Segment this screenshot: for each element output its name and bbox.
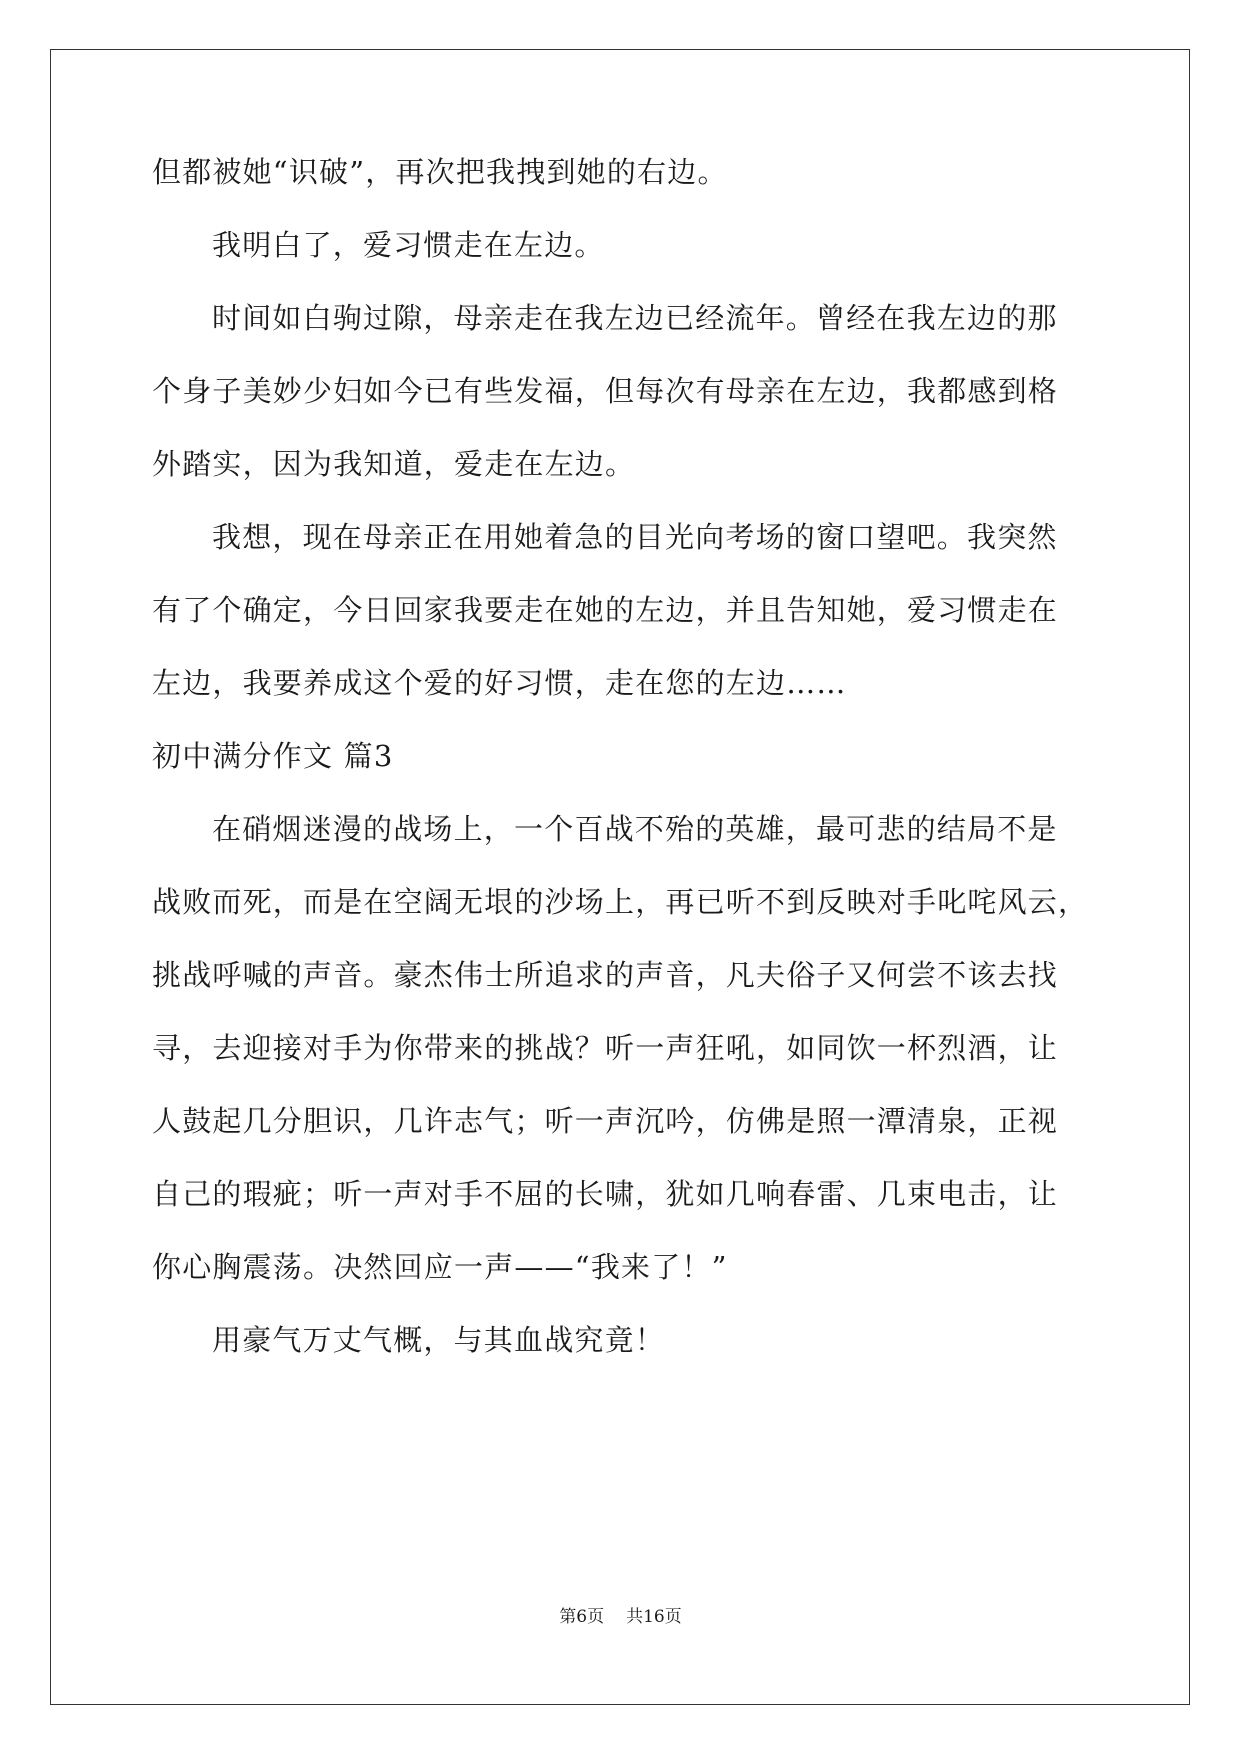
- body-line: 自己的瑕疵；听一声对手不屈的长啸，犹如几响春雷、几束电击，让: [152, 1177, 1059, 1211]
- page-footer: [0, 1605, 1241, 1629]
- body-line: 我明白了，爱习惯走在左边。: [212, 228, 605, 262]
- body-line: 外踏实，因为我知道，爱走在左边。: [152, 447, 636, 481]
- body-line: 你心胸震荡。决然回应一声——“我来了！”: [152, 1250, 728, 1284]
- body-line: 我想，现在母亲正在用她着急的目光向考场的窗口望吧。我突然: [212, 520, 1058, 554]
- page-total: 共16页: [626, 1607, 682, 1627]
- body-line: 有了个确定，今日回家我要走在她的左边，并且告知她，爱习惯走在: [152, 593, 1059, 627]
- body-line: 个身子美妙少妇如今已有些发福，但每次有母亲在左边，我都感到格: [152, 374, 1059, 408]
- body-line: 人鼓起几分胆识，几许志气；听一声沉吟，仿佛是照一潭清泉，正视: [152, 1104, 1059, 1138]
- body-line: 挑战呼喊的声音。豪杰伟士所追求的声音，凡夫俗子又何尝不该去找: [152, 958, 1059, 992]
- page-number: 第6页: [559, 1607, 605, 1627]
- body-line: 战败而死，而是在空阔无垠的沙场上，再已听不到反映对手叱咤风云，: [152, 885, 1089, 919]
- section-heading: 初中满分作文 篇3: [152, 739, 394, 773]
- body-line: 时间如白驹过隙，母亲走在我左边已经流年。曾经在我左边的那: [212, 301, 1058, 335]
- body-line: 左边，我要养成这个爱的好习惯，走在您的左边……: [152, 666, 847, 700]
- body-line: 用豪气万丈气概，与其血战究竟！: [212, 1323, 666, 1357]
- body-line: 但都被她“识破”，再次把我拽到她的右边。: [152, 155, 728, 189]
- body-line: 在硝烟迷漫的战场上，一个百战不殆的英雄，最可悲的结局不是: [212, 812, 1058, 846]
- body-line: 寻，去迎接对手为你带来的挑战？听一声狂吼，如同饮一杯烈酒，让: [152, 1031, 1059, 1065]
